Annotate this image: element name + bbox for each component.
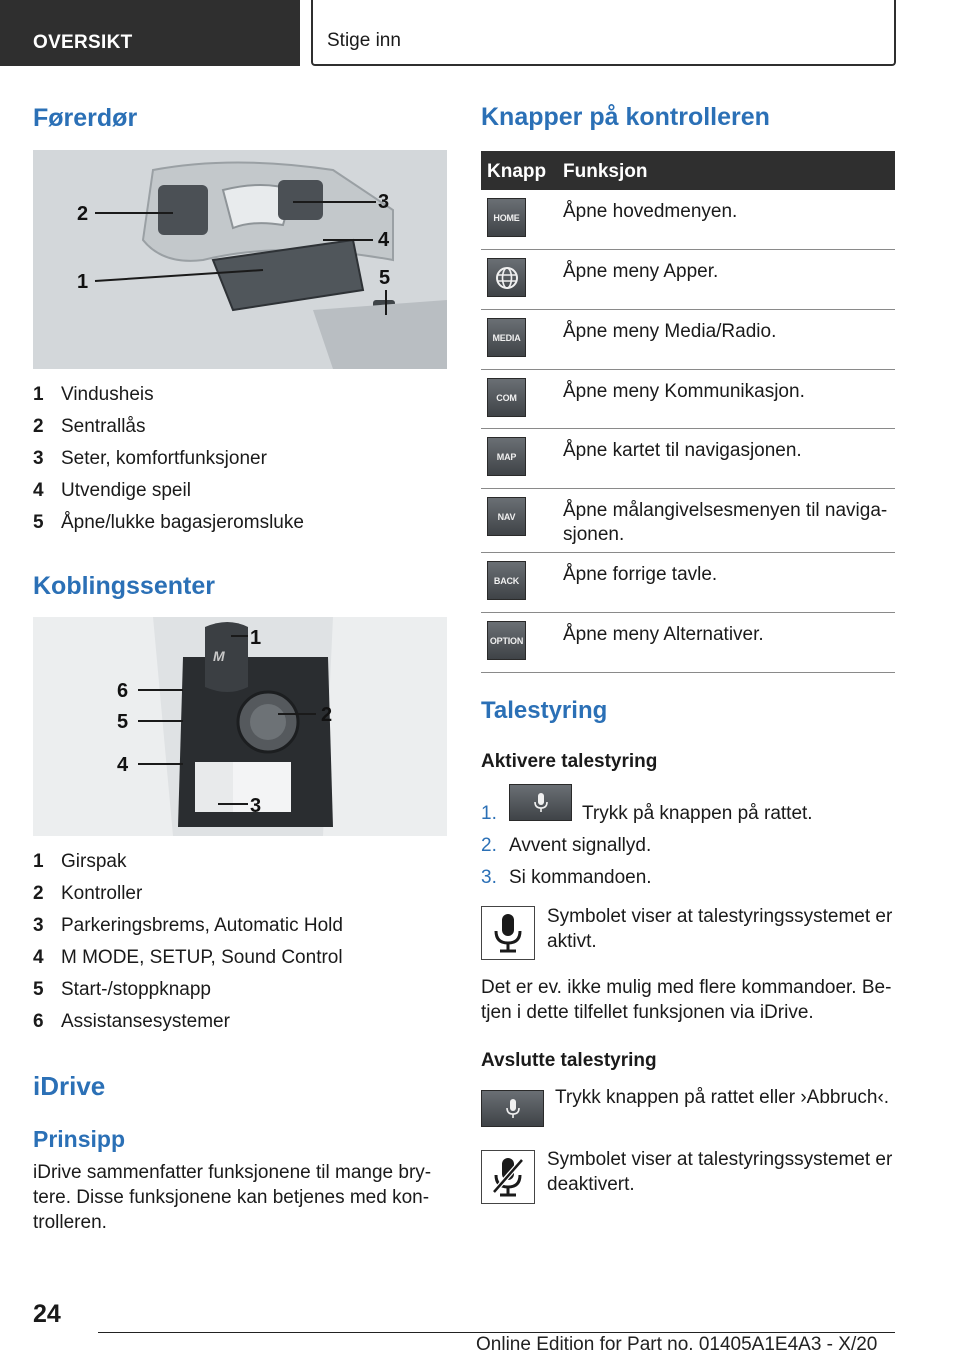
legend-item: 5 Start-/stoppknapp — [33, 979, 211, 1000]
console-callout-4: 4 — [117, 754, 129, 776]
nav-button-icon: NAV — [487, 497, 526, 536]
activate-steps — [481, 803, 895, 899]
idrive-text: iDrive sammenfatter funksjonene til mange brytere. Disse funksjonene kan betjenes med kontrolleren. — [33, 1162, 432, 1233]
apps-globe-icon — [487, 258, 526, 297]
legend-item: 4 Utvendige speil — [33, 480, 191, 501]
console-callout-3: 3 — [250, 795, 262, 817]
legend-item: 3 Parkeringsbrems, Automatic Hold — [33, 915, 343, 936]
footer-divider — [98, 1332, 895, 1333]
console-illustration — [33, 617, 447, 836]
legend-item: 1 Girspak — [33, 851, 127, 872]
controller-table — [481, 151, 895, 673]
idrive-subheading: Prinsipp — [33, 1126, 126, 1152]
page-number: 24 — [33, 1300, 61, 1328]
col-header-button: Knapp — [487, 161, 547, 182]
table-row: HOME Åpne hovedmenyen. — [481, 190, 895, 250]
option-button-icon: OPTION — [487, 621, 526, 660]
legend-item: 2 Kontroller — [33, 883, 143, 904]
legend-item: 6 Assistansesystemer — [33, 1011, 230, 1032]
com-button-icon: COM — [487, 378, 526, 417]
map-button-icon: MAP — [487, 437, 526, 476]
deactivate-heading: Avslutte talestyring — [481, 1050, 657, 1071]
door-callout-1: 1 — [77, 271, 89, 293]
voice-inactive-note: Symbolet viser at talestyringssystemet er deaktivert. — [547, 1149, 893, 1195]
section-tab[interactable]: Stige inn — [311, 0, 896, 66]
door-callout-4: 4 — [378, 229, 390, 251]
legend-item: 4 M MODE, SETUP, Sound Control — [33, 947, 343, 968]
table-header — [481, 151, 895, 190]
chapter-tab[interactable]: OVERSIKT — [0, 0, 300, 66]
table-row: Åpne meny Apper. — [481, 250, 895, 310]
legend-item: 1 Vindusheis — [33, 384, 154, 405]
table-row: MAP Åpne kartet til navigasjonen. — [481, 429, 895, 489]
door-photo — [33, 150, 447, 369]
steering-mic-button-icon — [481, 1090, 544, 1127]
list-item: 3. Si kommandoen. — [481, 867, 652, 888]
console-callout-1: 1 — [250, 627, 262, 649]
table-row: NAV Åpne målangivelsesmenyen til navigasjonen. — [481, 489, 895, 553]
legend-item: 3 Seter, komfortfunksjoner — [33, 448, 267, 469]
voice-heading: Talestyring — [481, 697, 608, 724]
activate-heading: Aktivere talestyring — [481, 751, 658, 772]
back-button-icon: BACK — [487, 561, 526, 600]
console-callout-6: 6 — [117, 680, 129, 702]
edition-text: Online Edition for Part no. 01405A1E4A3 - X/20 — [476, 1334, 878, 1355]
deactivate-text: Trykk knappen på rattet eller ›Abbruch‹. — [555, 1087, 890, 1108]
home-button-icon: HOME — [487, 198, 526, 237]
legend-item: 5 Åpne/lukke bagasjeromsluke — [33, 512, 304, 533]
table-row: COM Åpne meny Kommunikasjon. — [481, 370, 895, 429]
voice-active-note: Symbolet viser at talestyringssystemet er aktivt. — [547, 906, 893, 952]
door-illustration — [33, 150, 447, 369]
list-item: 2. Avvent signallyd. — [481, 835, 652, 856]
legend-item: 2 Sentrallås — [33, 416, 146, 437]
voice-inactive-icon — [481, 1150, 535, 1204]
voice-active-icon — [481, 906, 535, 960]
voice-info-text: Det er ev. ikke mulig med flere kommandoer. Betjen i dette tilfellet funksjonen via iDrive. — [481, 977, 892, 1023]
door-heading: Førerdør — [33, 104, 138, 132]
table-row: MEDIA Åpne meny Media/Radio. — [481, 310, 895, 370]
col-header-function: Funksjon — [563, 161, 648, 182]
idrive-heading: iDrive — [33, 1071, 106, 1101]
console-legend — [33, 851, 453, 1043]
console-photo — [33, 617, 447, 836]
door-callout-2: 2 — [77, 203, 89, 225]
door-callout-5: 5 — [379, 267, 391, 289]
controller-heading: Knapper på kontrolleren — [481, 103, 770, 131]
door-callout-3: 3 — [378, 191, 390, 213]
table-row: OPTION Åpne meny Alternativer. — [481, 613, 895, 673]
table-row: BACK Åpne forrige tavle. — [481, 553, 895, 613]
console-callout-5: 5 — [117, 711, 129, 733]
door-legend — [33, 384, 453, 544]
list-item: 1. Trykk på knappen på rattet. — [481, 803, 813, 824]
console-callout-2: 2 — [321, 704, 333, 726]
page-header — [0, 0, 960, 66]
m-logo-icon: M — [213, 648, 225, 664]
media-button-icon: MEDIA — [487, 318, 526, 357]
console-heading: Koblingssenter — [33, 572, 215, 600]
